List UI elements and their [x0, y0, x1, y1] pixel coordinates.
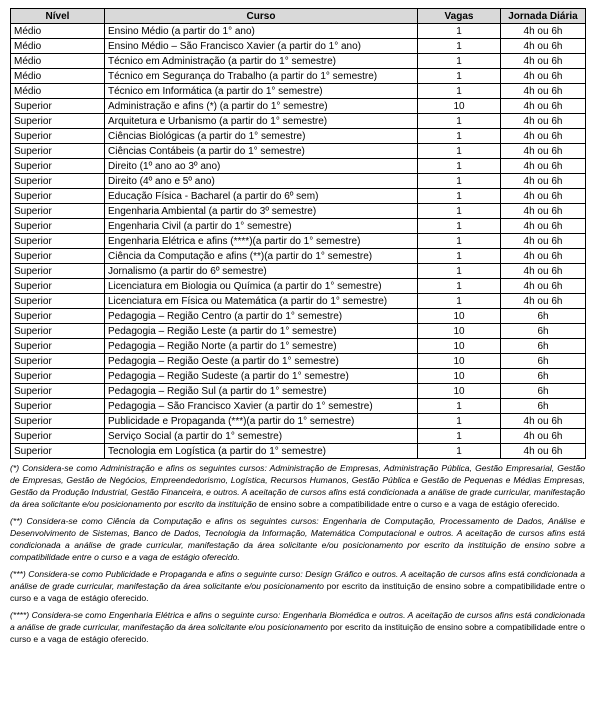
cell-curso: Pedagogia – Região Oeste (a partir do 1° semestre)	[105, 354, 418, 369]
cell-curso: Arquitetura e Urbanismo (a partir do 1° semestre)	[105, 114, 418, 129]
table-row	[11, 249, 586, 264]
cell-jornada: 4h ou 6h	[501, 234, 586, 249]
cell-curso: Educação Física - Bacharel (a partir do 6º sem)	[105, 189, 418, 204]
cell-jornada: 4h ou 6h	[501, 114, 586, 129]
cell-jornada: 4h ou 6h	[501, 264, 586, 279]
cell-nivel: Superior	[11, 264, 105, 279]
cell-nivel: Médio	[11, 39, 105, 54]
cell-vagas: 1	[418, 174, 501, 189]
table-row	[11, 279, 586, 294]
cell-vagas: 10	[418, 99, 501, 114]
table-row	[11, 234, 586, 249]
cell-vagas: 1	[418, 444, 501, 459]
header-nivel: Nível	[11, 9, 105, 24]
cell-nivel: Superior	[11, 294, 105, 309]
cell-vagas: 1	[418, 159, 501, 174]
cell-nivel: Superior	[11, 339, 105, 354]
cell-jornada: 4h ou 6h	[501, 174, 586, 189]
cell-nivel: Superior	[11, 249, 105, 264]
cell-nivel: Superior	[11, 354, 105, 369]
table-row	[11, 144, 586, 159]
cell-nivel: Superior	[11, 159, 105, 174]
table-row	[11, 99, 586, 114]
table-row	[11, 114, 586, 129]
cell-curso: Técnico em Informática (a partir do 1° semestre)	[105, 84, 418, 99]
cell-nivel: Superior	[11, 219, 105, 234]
cell-nivel: Superior	[11, 309, 105, 324]
cell-curso: Licenciatura em Biologia ou Química (a partir do 1° semestre)	[105, 279, 418, 294]
cell-jornada: 4h ou 6h	[501, 414, 586, 429]
cell-curso: Pedagogia – Região Centro (a partir do 1° semestre)	[105, 309, 418, 324]
cell-vagas: 1	[418, 429, 501, 444]
table-header	[11, 9, 586, 24]
cell-vagas: 10	[418, 339, 501, 354]
cell-nivel: Médio	[11, 69, 105, 84]
cell-jornada: 4h ou 6h	[501, 219, 586, 234]
cell-nivel: Superior	[11, 369, 105, 384]
table-row	[11, 354, 586, 369]
cell-jornada: 4h ou 6h	[501, 69, 586, 84]
cell-jornada: 6h	[501, 324, 586, 339]
table-row	[11, 189, 586, 204]
cell-curso: Jornalismo (a partir do 6º semestre)	[105, 264, 418, 279]
cell-curso: Licenciatura em Física ou Matemática (a partir do 1° semestre)	[105, 294, 418, 309]
cell-jornada: 6h	[501, 339, 586, 354]
cell-curso: Direito (1º ano ao 3º ano)	[105, 159, 418, 174]
footnote-italic-text: (*) Considera-se como Administração e afins os seguintes cursos: Administração de Empresas, Administração Pública, Gestão Empresarial, Gestão de Empresas, Gestão de Negócios, Empreendedorismo, Logística, Recursos Humanos, Gestão Pública e Gestão de Pequenas e Médias Empresas, Gestão da Produção Industrial, Gestão Financeira, e outros. A aceitação de cursos afins está condicionada a análise de grade curricular, manifestação da área solicitante e/ou posicionamento por escrito da instituição	[10, 463, 585, 509]
cell-vagas: 10	[418, 369, 501, 384]
vacancies-table	[10, 8, 586, 459]
cell-vagas: 1	[418, 114, 501, 129]
cell-nivel: Superior	[11, 174, 105, 189]
cell-curso: Direito (4º ano e 5º ano)	[105, 174, 418, 189]
cell-jornada: 6h	[501, 384, 586, 399]
table-row	[11, 159, 586, 174]
cell-vagas: 1	[418, 294, 501, 309]
cell-jornada: 4h ou 6h	[501, 429, 586, 444]
cell-nivel: Superior	[11, 144, 105, 159]
cell-vagas: 10	[418, 324, 501, 339]
cell-curso: Ensino Médio (a partir do 1° ano)	[105, 24, 418, 39]
table-row	[11, 369, 586, 384]
cell-curso: Pedagogia – Região Sul (a partir do 1° semestre)	[105, 384, 418, 399]
cell-vagas: 1	[418, 144, 501, 159]
cell-vagas: 1	[418, 279, 501, 294]
cell-vagas: 1	[418, 69, 501, 84]
header-jornada: Jornada Diária	[501, 9, 586, 24]
table-row	[11, 219, 586, 234]
cell-curso: Engenharia Ambiental (a partir do 3º semestre)	[105, 204, 418, 219]
footnote	[10, 568, 585, 604]
table-row	[11, 24, 586, 39]
cell-curso: Engenharia Elétrica e afins (****)(a partir do 1° semestre)	[105, 234, 418, 249]
cell-vagas: 10	[418, 384, 501, 399]
table-body	[11, 24, 586, 459]
cell-vagas: 10	[418, 354, 501, 369]
cell-nivel: Superior	[11, 429, 105, 444]
table-row	[11, 324, 586, 339]
cell-nivel: Superior	[11, 384, 105, 399]
cell-nivel: Superior	[11, 234, 105, 249]
cell-jornada: 6h	[501, 309, 586, 324]
cell-nivel: Superior	[11, 129, 105, 144]
footnote-italic-text: (***) Considera-se como Publicidade e Propaganda e afins o seguinte curso: Design Gráfico e outros. A aceitação de cursos afins está condicionada a análise de grade curricular, manifestação da área solicitante e/ou posicionamento	[10, 569, 585, 591]
cell-vagas: 1	[418, 39, 501, 54]
cell-curso: Pedagogia – Região Sudeste (a partir do 1° semestre)	[105, 369, 418, 384]
cell-nivel: Superior	[11, 399, 105, 414]
table-row	[11, 264, 586, 279]
cell-vagas: 1	[418, 249, 501, 264]
cell-vagas: 1	[418, 219, 501, 234]
cell-nivel: Médio	[11, 84, 105, 99]
cell-curso: Publicidade e Propaganda (***)(a partir do 1° semestre)	[105, 414, 418, 429]
cell-curso: Ciências Contábeis (a partir do 1° semestre)	[105, 144, 418, 159]
table-row	[11, 414, 586, 429]
cell-jornada: 6h	[501, 399, 586, 414]
cell-nivel: Superior	[11, 324, 105, 339]
cell-jornada: 4h ou 6h	[501, 159, 586, 174]
cell-nivel: Superior	[11, 279, 105, 294]
header-vagas: Vagas	[418, 9, 501, 24]
cell-curso: Ensino Médio – São Francisco Xavier (a partir do 1° ano)	[105, 39, 418, 54]
cell-nivel: Superior	[11, 114, 105, 129]
table-row	[11, 84, 586, 99]
cell-curso: Serviço Social (a partir do 1° semestre)	[105, 429, 418, 444]
cell-nivel: Médio	[11, 54, 105, 69]
footnote-italic-text: (****) Considera-se como Engenharia Elétrica e afins o seguinte curso: Engenharia Biomédica e outros. A aceitação de cursos afins está condicionada a análise de grade curricular, manifestação da área solicitante e/ou posicionamento	[10, 610, 585, 632]
cell-nivel: Médio	[11, 24, 105, 39]
table-row	[11, 204, 586, 219]
cell-jornada: 4h ou 6h	[501, 144, 586, 159]
cell-curso: Engenharia Civil (a partir do 1° semestre)	[105, 219, 418, 234]
cell-vagas: 1	[418, 189, 501, 204]
header-row	[11, 9, 586, 24]
cell-jornada: 4h ou 6h	[501, 24, 586, 39]
table-row	[11, 444, 586, 459]
cell-nivel: Superior	[11, 444, 105, 459]
table-row	[11, 129, 586, 144]
cell-nivel: Superior	[11, 99, 105, 114]
cell-jornada: 4h ou 6h	[501, 54, 586, 69]
cell-nivel: Superior	[11, 204, 105, 219]
table-row	[11, 309, 586, 324]
cell-vagas: 1	[418, 264, 501, 279]
cell-vagas: 1	[418, 84, 501, 99]
cell-vagas: 1	[418, 204, 501, 219]
footnote	[10, 515, 585, 563]
cell-jornada: 4h ou 6h	[501, 279, 586, 294]
cell-curso: Pedagogia – Região Leste (a partir do 1° semestre)	[105, 324, 418, 339]
cell-jornada: 4h ou 6h	[501, 84, 586, 99]
cell-curso: Técnico em Administração (a partir do 1° semestre)	[105, 54, 418, 69]
cell-jornada: 4h ou 6h	[501, 99, 586, 114]
cell-jornada: 6h	[501, 369, 586, 384]
cell-jornada: 4h ou 6h	[501, 294, 586, 309]
cell-curso: Tecnologia em Logística (a partir do 1° semestre)	[105, 444, 418, 459]
table-row	[11, 384, 586, 399]
cell-nivel: Superior	[11, 414, 105, 429]
footnote-plain-text: por escrito da instituição de ensino sobre a compatibilidade entre o curso e a vaga de estágio oferecido.	[10, 581, 585, 603]
footnote-italic-text: (**) Considera-se como Ciência da Computação e afins os seguintes cursos: Engenharia de Computação, Processamento de Dados, Análise e Desenvolvimento de Sistemas, Banco de Dados, Tecnologia da Informação, Matemática Computacional e outros. A aceitação de cursos afins está condicionada a análise de grade curricular, manifestação da área solicitante e/ou posicionamento por escrito da instituição de ensino sobre a compatibilidade entre o curso e a vaga de estágio oferecido.	[10, 516, 585, 562]
cell-jornada: 4h ou 6h	[501, 444, 586, 459]
header-curso: Curso	[105, 9, 418, 24]
table-row	[11, 69, 586, 84]
cell-vagas: 1	[418, 399, 501, 414]
cell-curso: Ciências Biológicas (a partir do 1° semestre)	[105, 129, 418, 144]
footnote	[10, 609, 585, 645]
cell-vagas: 1	[418, 24, 501, 39]
cell-jornada: 4h ou 6h	[501, 189, 586, 204]
cell-vagas: 10	[418, 309, 501, 324]
table-row	[11, 339, 586, 354]
footnote-plain-text: de ensino sobre a compatibilidade entre o curso e a vaga de estágio oferecido.	[256, 499, 560, 509]
cell-curso: Ciência da Computação e afins (**)(a partir do 1° semestre)	[105, 249, 418, 264]
cell-vagas: 1	[418, 129, 501, 144]
table-row	[11, 294, 586, 309]
cell-jornada: 4h ou 6h	[501, 249, 586, 264]
table-row	[11, 399, 586, 414]
cell-jornada: 4h ou 6h	[501, 204, 586, 219]
footnote-plain-text: por escrito da instituição de ensino sobre a compatibilidade entre o curso e a vaga de estágio oferecido.	[10, 622, 585, 644]
table-row	[11, 429, 586, 444]
cell-curso: Pedagogia – Região Norte (a partir do 1° semestre)	[105, 339, 418, 354]
cell-jornada: 6h	[501, 354, 586, 369]
cell-curso: Administração e afins (*) (a partir do 1° semestre)	[105, 99, 418, 114]
footnotes	[10, 462, 585, 645]
cell-jornada: 4h ou 6h	[501, 39, 586, 54]
cell-curso: Pedagogia – São Francisco Xavier (a partir do 1° semestre)	[105, 399, 418, 414]
cell-vagas: 1	[418, 234, 501, 249]
cell-nivel: Superior	[11, 189, 105, 204]
table-row	[11, 54, 586, 69]
footnote	[10, 462, 585, 510]
cell-vagas: 1	[418, 54, 501, 69]
table-row	[11, 174, 586, 189]
table-row	[11, 39, 586, 54]
cell-curso: Técnico em Segurança do Trabalho (a partir do 1° semestre)	[105, 69, 418, 84]
cell-vagas: 1	[418, 414, 501, 429]
cell-jornada: 4h ou 6h	[501, 129, 586, 144]
